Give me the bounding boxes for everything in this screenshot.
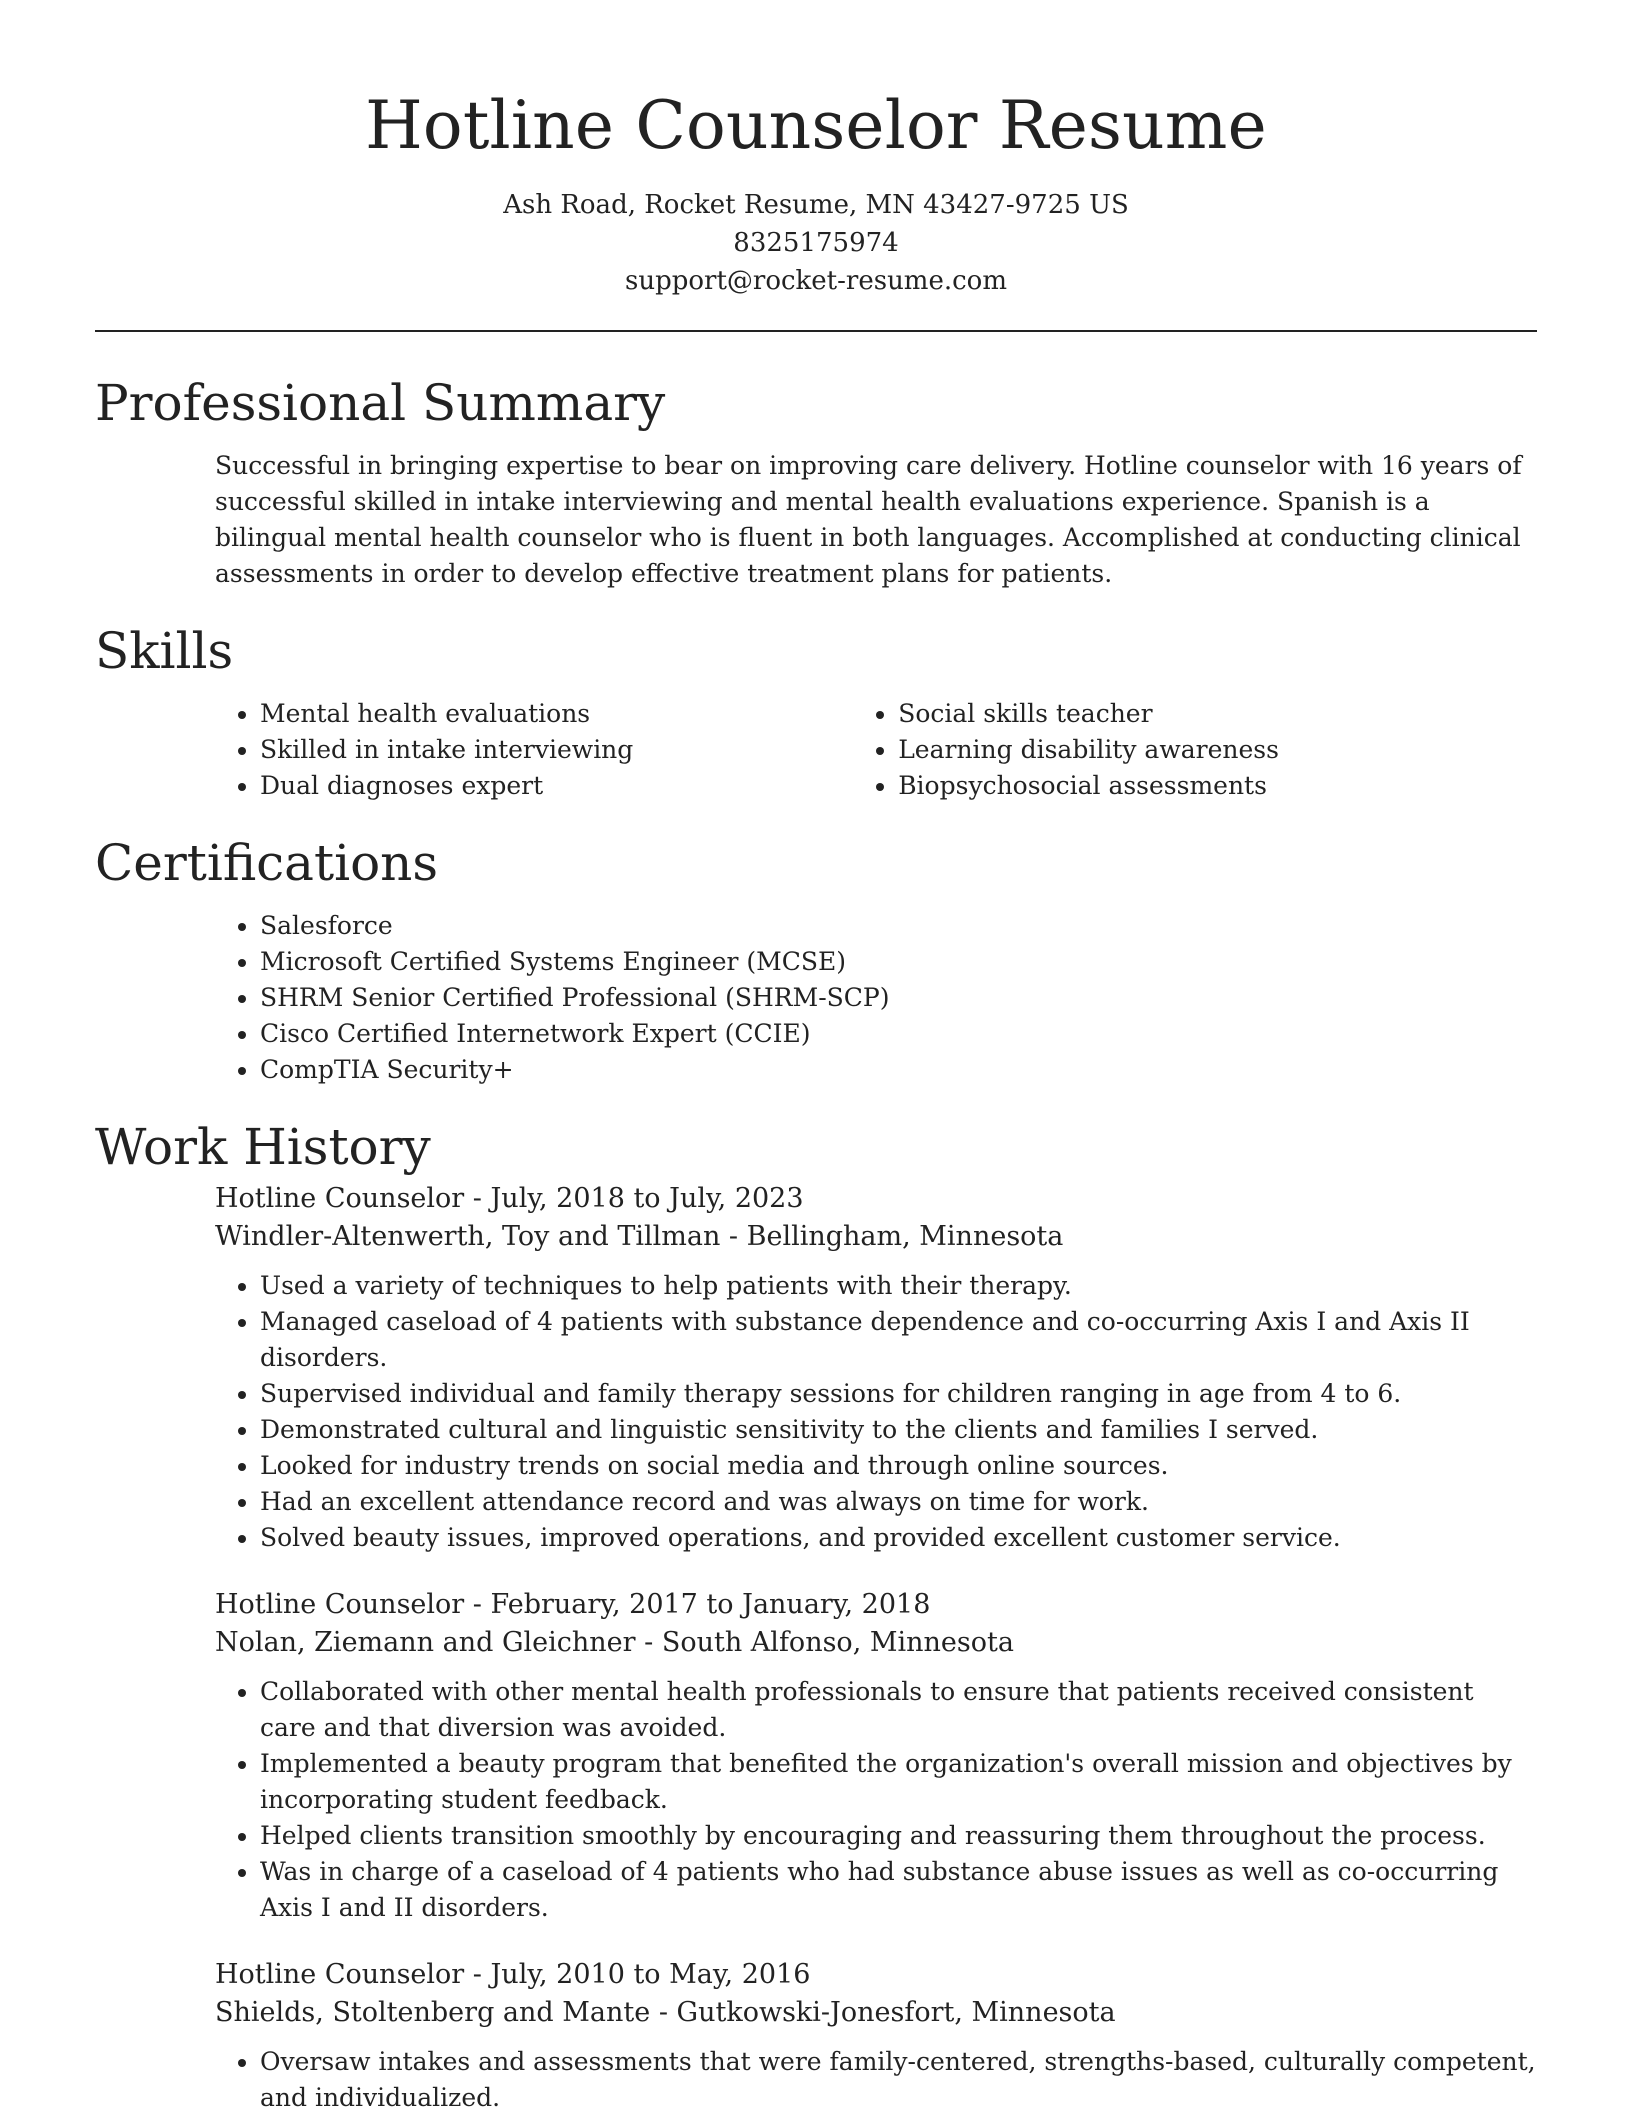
skill-item: • Mental health evaluations bbox=[260, 696, 853, 732]
resume-header bbox=[95, 0, 1537, 300]
job-bullet: • Demonstrated cultural and linguistic sensitivity to the clients and families I served. bbox=[260, 1412, 1537, 1448]
job-bullet: • Solved beauty issues, improved operations, and provided excellent customer service. bbox=[260, 1520, 1537, 1556]
job-company-line: Shields, Stoltenberg and Mante - Gutkowski-Jonesfort, Minnesota bbox=[215, 1997, 1116, 2028]
certification-item: • Microsoft Certified Systems Engineer (MCSE) bbox=[260, 944, 1537, 980]
contact-info bbox=[95, 186, 1537, 300]
job-bullet: • Managed caseload of 4 patients with substance dependence and co-occurring Axis I and Axis II disorders. bbox=[260, 1304, 1537, 1376]
skill-item: • Biopsychosocial assessments bbox=[898, 768, 1537, 804]
summary-heading: Professional Summary bbox=[95, 374, 666, 432]
skill-item: • Skilled in intake interviewing bbox=[260, 732, 853, 768]
summary-text: Successful in bringing expertise to bear on improving care delivery. Hotline counselor with 16 years of successful skilled in intake interviewing and mental health evaluations experience. Spanish is a bilingual mental health counselor who is fluent in both languages. Accomplished at conducting clinical assessments in order to develop effective treatment plans for patients. bbox=[215, 451, 1522, 588]
skills-section bbox=[95, 618, 1537, 804]
certifications-section bbox=[95, 830, 1537, 1088]
skills-heading: Skills bbox=[95, 622, 234, 680]
certification-item: • SHRM Senior Certified Professional (SHRM-SCP) bbox=[260, 980, 1537, 1016]
job-bullet: • Collaborated with other mental health professionals to ensure that patients received consistent care and that diversion was avoided. bbox=[260, 1674, 1537, 1746]
skills-column-1 bbox=[95, 696, 853, 804]
job-entry bbox=[95, 1180, 1537, 1556]
job-bullet: • Was in charge of a caseload of 4 patients who had substance abuse issues as well as co-occurring Axis I and II disorders. bbox=[260, 1854, 1537, 1926]
certifications-heading: Certifications bbox=[95, 834, 439, 892]
job-bullets bbox=[95, 1674, 1537, 1926]
resume-title: Hotline Counselor Resume bbox=[365, 87, 1267, 164]
job-entry bbox=[95, 1956, 1537, 2116]
job-bullet: • Looked for industry trends on social media and through online sources. bbox=[260, 1448, 1537, 1484]
job-bullet: • Had an excellent attendance record and was always on time for work. bbox=[260, 1484, 1537, 1520]
skills-column-2 bbox=[853, 696, 1537, 804]
job-bullet: • Used a variety of techniques to help patients with their therapy. bbox=[260, 1268, 1537, 1304]
skill-item: • Social skills teacher bbox=[898, 696, 1537, 732]
summary-section bbox=[95, 370, 1537, 592]
job-title-line: Hotline Counselor - July, 2018 to July, 2023 bbox=[215, 1183, 804, 1214]
job-company-line: Windler-Altenwerth, Toy and Tillman - Bellingham, Minnesota bbox=[215, 1221, 1064, 1252]
job-bullets bbox=[95, 1268, 1537, 1556]
job-entry bbox=[95, 1586, 1537, 1926]
certification-item: • Cisco Certified Internetwork Expert (CCIE) bbox=[260, 1016, 1537, 1052]
job-bullet: • Oversaw intakes and assessments that were family-centered, strengths-based, culturally competent, and individualized. bbox=[260, 2044, 1537, 2116]
contact-email: support@rocket-resume.com bbox=[624, 266, 1007, 296]
certification-item: • CompTIA Security+ bbox=[260, 1052, 1537, 1088]
work-history-heading: Work History bbox=[95, 1118, 431, 1176]
skill-item: • Learning disability awareness bbox=[898, 732, 1537, 768]
job-title-line: Hotline Counselor - February, 2017 to January, 2018 bbox=[215, 1589, 931, 1620]
job-bullets bbox=[95, 2044, 1537, 2116]
skill-item: • Dual diagnoses expert bbox=[260, 768, 853, 804]
certifications-list bbox=[95, 908, 1537, 1088]
skills-grid bbox=[95, 696, 1537, 804]
work-history-section bbox=[95, 1114, 1537, 2116]
contact-phone: 8325175974 bbox=[733, 228, 899, 258]
contact-address: Ash Road, Rocket Resume, MN 43427-9725 US bbox=[503, 190, 1129, 220]
header-divider bbox=[95, 330, 1537, 332]
job-bullet: • Helped clients transition smoothly by encouraging and reassuring them throughout the process. bbox=[260, 1818, 1537, 1854]
certification-item: • Salesforce bbox=[260, 908, 1537, 944]
job-bullet: • Implemented a beauty program that benefited the organization's overall mission and objectives by incorporating student feedback. bbox=[260, 1746, 1537, 1818]
job-title-line: Hotline Counselor - July, 2010 to May, 2016 bbox=[215, 1959, 811, 1990]
job-company-line: Nolan, Ziemann and Gleichner - South Alfonso, Minnesota bbox=[215, 1627, 1014, 1658]
job-bullet: • Supervised individual and family therapy sessions for children ranging in age from 4 to 6. bbox=[260, 1376, 1537, 1412]
